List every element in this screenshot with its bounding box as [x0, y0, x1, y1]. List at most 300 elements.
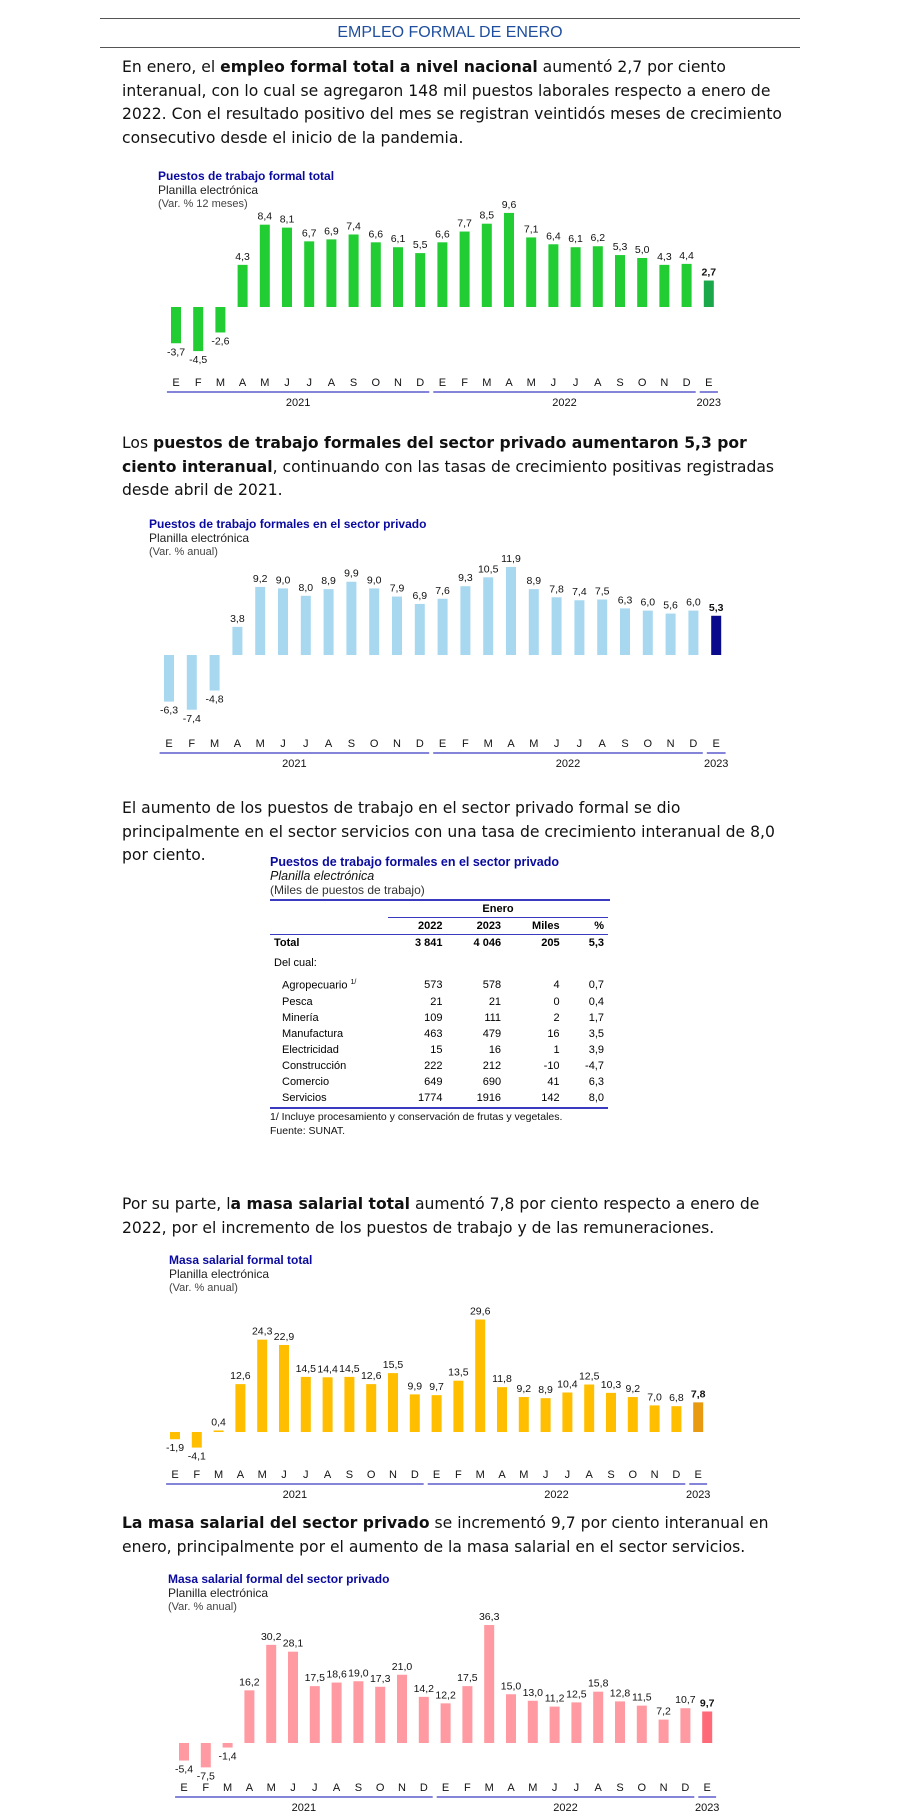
table-row [270, 994, 608, 1010]
bar [441, 1703, 451, 1743]
year-label: 2022 [544, 1489, 569, 1501]
bar [680, 1708, 690, 1743]
bar [574, 600, 584, 655]
x-tick-label: N [393, 738, 401, 750]
data-label: 15,5 [382, 1359, 404, 1372]
data-label: 12,6 [230, 1370, 251, 1383]
x-tick-label: M [255, 738, 265, 750]
bar [519, 1397, 529, 1432]
p1-text-a: En enero, el [122, 58, 221, 76]
year-label: 2023 [685, 1489, 711, 1501]
data-label: 3,8 [230, 612, 245, 625]
table-footnote: 1/ Incluye procesamiento y conservación de frutas y vegetales. [270, 1110, 563, 1123]
data-label: -5,4 [174, 1763, 194, 1776]
data-label: 9,2 [252, 572, 268, 585]
table-row-delcual [270, 951, 608, 977]
data-label: 4,4 [679, 249, 694, 262]
data-label: 5,6 [663, 599, 678, 612]
x-tick-label: A [236, 1469, 245, 1481]
bar [475, 1320, 485, 1432]
x-tick-label: E [703, 1782, 711, 1794]
x-tick-label: J [306, 377, 312, 389]
p4-text-a: Por su parte, l [122, 1195, 231, 1213]
bar [344, 1377, 354, 1432]
bar [615, 1701, 625, 1743]
table-row [270, 1026, 608, 1042]
bar [301, 596, 311, 655]
x-tick-label: J [550, 377, 557, 389]
col-2022: 2022 [388, 918, 447, 935]
x-tick-label: M [475, 1469, 485, 1481]
data-label: 0,4 [211, 1416, 226, 1429]
chart-unit: (Var. % anual) [149, 546, 218, 558]
table-title: Puestos de trabajo formales en el sector privado [270, 855, 559, 869]
x-tick-label: D [689, 738, 698, 750]
x-tick-label: A [505, 377, 513, 389]
data-label: 21,0 [391, 1660, 413, 1673]
x-tick-label: S [621, 738, 629, 750]
x-tick-label: D [681, 1782, 690, 1794]
data-label: -7,4 [182, 712, 201, 725]
data-label: 9,2 [516, 1383, 532, 1396]
table-bottom-rule [270, 1107, 608, 1109]
data-label: 9,7 [699, 1697, 715, 1710]
data-label: 7,4 [346, 220, 361, 233]
bar [353, 1681, 363, 1743]
table-group-header: Enero [388, 901, 608, 918]
table-cell: 21 [488, 995, 502, 1008]
bar [432, 1395, 442, 1432]
bar [244, 1690, 254, 1743]
x-tick-label: E [438, 738, 447, 750]
x-tick-label: F [193, 1469, 201, 1481]
data-label: 7,2 [656, 1705, 671, 1718]
data-label: 16,2 [239, 1676, 260, 1689]
x-tick-label: M [519, 1469, 529, 1481]
data-label: -7,5 [196, 1770, 215, 1783]
x-tick-label: J [573, 1782, 580, 1794]
x-tick-label: O [366, 1469, 376, 1481]
x-tick-label: A [238, 377, 247, 389]
bar [506, 1694, 516, 1743]
data-label: 7,8 [690, 1388, 706, 1401]
data-label: 6,9 [324, 225, 339, 238]
bar [483, 577, 493, 655]
x-tick-label: F [202, 1782, 210, 1794]
bar [637, 258, 647, 307]
table-cell: 15 [430, 1043, 443, 1056]
data-label: 4,3 [235, 250, 250, 263]
chart-masa-privado [160, 1569, 720, 1817]
bar [682, 264, 692, 307]
x-tick-label: M [526, 377, 536, 389]
bar [179, 1743, 189, 1761]
table-row [270, 1090, 608, 1106]
p2-text-bold: puestos de trabajo formales del sector privado aumentaron 5,3 por ciento interanual [122, 434, 747, 476]
footnote-mark: 1/ [350, 979, 357, 986]
x-tick-label: N [660, 377, 669, 389]
bar [279, 1345, 289, 1432]
bar [301, 1377, 311, 1432]
total-miles: 205 [541, 937, 560, 949]
data-label: 2,7 [701, 266, 717, 279]
sector-name: Construcción [282, 1059, 347, 1072]
bar [571, 1702, 581, 1743]
data-label: 9,0 [275, 574, 291, 587]
p5-text-c: se incrementó 9,7 por ciento interanual en enero, principalmente por el aumento de la masa salarial en el sector servicios. [122, 1514, 769, 1556]
bar [597, 600, 607, 656]
x-tick-label: F [464, 1782, 471, 1794]
x-tick-label: E [432, 1469, 441, 1481]
x-tick-label: A [245, 1782, 254, 1794]
data-label: 9,3 [458, 572, 473, 585]
chart-title: Puestos de trabajo formal total [158, 169, 335, 183]
x-tick-label: O [637, 377, 647, 389]
data-label: 24,3 [251, 1325, 273, 1338]
bar [215, 307, 225, 332]
bar [659, 1720, 669, 1743]
table-cell: 109 [424, 1011, 443, 1024]
table-cell: 16 [547, 1027, 560, 1040]
table-cell: 0,7 [588, 979, 604, 992]
year-label: 2023 [703, 758, 729, 770]
bar [541, 1398, 551, 1432]
x-tick-label: J [551, 1782, 558, 1794]
x-tick-label: F [462, 738, 469, 750]
p2-text-c: , continuando con las tasas de crecimiento positivas registradas desde abril de 2021. [122, 457, 775, 499]
sector-name: Agropecuario $^{1/}$ [282, 979, 357, 992]
table-cell: 573 [424, 979, 443, 992]
year-label: 2021 [282, 1489, 308, 1501]
table-row [270, 1042, 608, 1058]
x-tick-label: A [594, 1782, 602, 1794]
data-label: 8,9 [538, 1384, 553, 1397]
bar [460, 586, 470, 655]
bar [255, 587, 265, 655]
chart-masa-total [155, 1250, 715, 1500]
sector-table [270, 901, 608, 1106]
year-label: 2021 [285, 397, 311, 409]
data-label: 6,2 [590, 232, 606, 245]
p2-text-a: Los [122, 434, 154, 452]
data-label: 8,9 [321, 575, 336, 588]
sector-name: Pesca [282, 995, 313, 1008]
paragraph-masa-privado [122, 1512, 782, 1559]
bar [419, 1697, 429, 1743]
data-label: 10,4 [557, 1378, 578, 1391]
year-label: 2023 [694, 1802, 720, 1814]
data-label: 6,4 [546, 230, 561, 243]
year-label: 2022 [553, 1802, 578, 1814]
x-tick-label: D [415, 738, 424, 750]
year-label: 2022 [552, 397, 577, 409]
data-label: 15,0 [500, 1680, 522, 1693]
bar [497, 1387, 507, 1432]
x-tick-label: M [215, 377, 225, 389]
bar [659, 265, 669, 307]
table-cell: 4 [553, 979, 560, 992]
bar [529, 589, 539, 655]
bar [571, 247, 581, 307]
x-tick-label: F [455, 1469, 462, 1481]
x-tick-label: F [461, 377, 468, 389]
table-cell: 649 [424, 1075, 443, 1088]
table-cell: 1 [553, 1043, 560, 1056]
data-label: 5,3 [612, 241, 628, 254]
x-tick-label: E [180, 1782, 188, 1794]
x-tick-label: J [553, 738, 560, 750]
bar [650, 1405, 660, 1432]
x-tick-label: S [616, 1782, 624, 1794]
bar [506, 567, 516, 655]
table-cell: 212 [482, 1059, 502, 1072]
table-cell: 463 [424, 1027, 443, 1040]
table-cell: 3,9 [588, 1043, 604, 1056]
bar [371, 242, 381, 307]
bar [620, 608, 630, 655]
bar [310, 1686, 320, 1743]
data-label: 30,2 [260, 1630, 282, 1643]
x-tick-label: A [332, 1782, 341, 1794]
x-tick-label: J [303, 1469, 309, 1481]
x-tick-label: A [585, 1469, 593, 1481]
data-label: 6,7 [301, 227, 317, 240]
data-label: 29,6 [469, 1305, 491, 1318]
x-tick-label: S [354, 1782, 363, 1794]
data-label: -3,7 [166, 346, 186, 359]
table-cell: 111 [484, 1011, 502, 1024]
sector-name: Electricidad [282, 1043, 339, 1056]
x-tick-label: A [598, 738, 606, 750]
p4-text-c: aumentó 7,8 por ciento respecto a enero de 2022, por el incremento de los puestos de trabajo y de las remuneraciones. [122, 1195, 760, 1237]
x-tick-label: F [188, 738, 196, 750]
data-label: 22,9 [273, 1330, 295, 1343]
data-label: 6,3 [617, 594, 633, 607]
bar [415, 604, 425, 655]
data-label: 5,0 [634, 244, 650, 256]
data-label: 14,4 [317, 1363, 338, 1376]
bar [438, 599, 448, 655]
bar [688, 611, 698, 655]
bar [164, 655, 174, 702]
p3-text: El aumento de los puestos de trabajo en el sector privado formal se dio principalmente en el sector servicios con una tasa de crecimiento interanual de 8,0 por ciento. [122, 799, 775, 864]
total-2023: 4 046 [473, 937, 502, 949]
paragraph-empleo-total [122, 56, 782, 150]
x-tick-label: E [705, 377, 713, 389]
bar [349, 234, 359, 307]
data-label: 13,5 [448, 1366, 469, 1379]
data-label: 7,1 [523, 223, 539, 236]
year-label: 2022 [555, 758, 581, 770]
data-label: -4,1 [187, 1450, 206, 1463]
x-tick-label: E [694, 1469, 702, 1481]
bar [375, 1687, 385, 1743]
bar [393, 247, 403, 307]
paragraph-sector-privado [122, 432, 782, 503]
data-label: 11,8 [492, 1373, 512, 1386]
x-tick-label: M [528, 1782, 538, 1794]
bar [593, 1692, 603, 1743]
bar [278, 588, 288, 655]
x-tick-label: N [394, 377, 402, 389]
year-label: 2023 [696, 397, 722, 409]
bar [193, 307, 203, 351]
table-row [270, 977, 608, 994]
bar [584, 1385, 594, 1433]
x-tick-label: N [659, 1782, 668, 1794]
bar [415, 253, 425, 307]
table-row-total [270, 935, 608, 952]
data-label: 28,1 [282, 1637, 304, 1650]
col-pct: % [564, 918, 608, 935]
x-tick-label: A [327, 377, 336, 389]
table-cell: 690 [482, 1075, 502, 1088]
bar [460, 232, 470, 307]
x-tick-label: N [389, 1469, 397, 1481]
data-label: 6,1 [568, 233, 583, 246]
data-label: -4,8 [205, 693, 224, 706]
x-tick-label: O [371, 377, 381, 389]
table-sectores [270, 855, 610, 1137]
chart-subtitle: Planilla electrónica [169, 1267, 270, 1281]
data-label: 9,9 [407, 1380, 423, 1393]
bar [266, 1645, 276, 1743]
chart-unit: (Var. % anual) [169, 1282, 238, 1294]
bar [366, 1384, 376, 1432]
table-unit: (Miles de puestos de trabajo) [270, 883, 610, 901]
x-tick-label: O [628, 1469, 638, 1481]
data-label: 14,2 [413, 1682, 435, 1695]
data-label: 14,5 [295, 1362, 317, 1375]
data-label: 12,6 [360, 1370, 382, 1383]
bar [437, 242, 447, 307]
table-source: Fuente: SUNAT. [270, 1124, 346, 1137]
bar [223, 1743, 233, 1748]
x-tick-label: E [171, 1469, 179, 1481]
bar [702, 1711, 712, 1743]
data-label: 12,5 [578, 1370, 600, 1383]
table-cell: 578 [482, 979, 502, 992]
x-tick-label: S [347, 738, 356, 750]
data-label: 12,8 [609, 1687, 631, 1700]
x-tick-label: A [324, 738, 333, 750]
table-cell: 479 [482, 1027, 502, 1040]
data-label: 6,6 [435, 228, 450, 241]
bar [606, 1393, 616, 1432]
x-tick-label: N [666, 738, 675, 750]
total-label: Total [274, 937, 300, 949]
bar [711, 616, 721, 655]
x-tick-label: E [438, 377, 447, 389]
x-tick-label: D [416, 377, 425, 389]
data-label: -1,9 [165, 1442, 185, 1455]
data-label: 17,3 [369, 1672, 391, 1685]
x-tick-label: M [210, 738, 220, 750]
table-cell: -4,7 [585, 1059, 604, 1072]
data-label: 6,9 [412, 589, 428, 602]
x-tick-label: E [172, 377, 180, 389]
bar [323, 1377, 333, 1432]
table-row [270, 1058, 608, 1074]
data-label: -4,5 [189, 354, 208, 367]
p1-text-bold: empleo formal total a nivel nacional [220, 58, 538, 76]
data-label: 7,4 [572, 586, 587, 599]
data-label: 5,3 [708, 601, 724, 614]
bar [410, 1394, 420, 1432]
x-tick-label: J [303, 738, 309, 750]
bar [671, 1406, 681, 1432]
bar [528, 1701, 538, 1743]
bar [288, 1652, 298, 1743]
bar [637, 1706, 647, 1743]
data-label: 8,0 [298, 581, 314, 594]
data-label: 7,7 [457, 217, 472, 230]
table-cell: 142 [541, 1091, 560, 1104]
data-label: 19,0 [348, 1667, 369, 1680]
chart-unit: (Var. % anual) [168, 1601, 237, 1613]
bar [201, 1743, 211, 1767]
x-tick-label: E [712, 738, 720, 750]
chart-subtitle: Planilla electrónica [168, 1586, 269, 1600]
x-tick-label: M [257, 1469, 267, 1481]
chart-title: Masa salarial formal total [169, 1253, 313, 1267]
table-cell: 1,7 [588, 1011, 604, 1024]
x-tick-label: O [643, 738, 653, 750]
bar [484, 1625, 494, 1743]
chart-puestos-privado [145, 514, 729, 772]
bar [324, 589, 334, 655]
data-label: 7,0 [647, 1391, 662, 1404]
x-tick-label: M [529, 738, 539, 750]
data-label: 7,9 [389, 582, 405, 595]
bar [693, 1402, 703, 1432]
data-label: 7,6 [435, 584, 450, 597]
bar [704, 281, 714, 307]
data-label: -6,3 [159, 704, 179, 717]
x-tick-label: A [594, 377, 602, 389]
section-header: EMPLEO FORMAL DE ENERO [100, 18, 800, 48]
x-tick-label: O [375, 1782, 385, 1794]
data-label: 17,5 [304, 1672, 326, 1685]
bar [369, 588, 379, 655]
data-label: 11,9 [501, 552, 521, 565]
p4-text-bold: a masa salarial total [230, 1195, 410, 1213]
bar [214, 1430, 224, 1432]
bar [326, 239, 336, 307]
x-tick-label: M [260, 377, 270, 389]
x-tick-label: J [284, 377, 290, 389]
data-label: 4,3 [657, 250, 672, 263]
sector-name: Minería [282, 1011, 319, 1024]
x-tick-label: M [484, 1782, 494, 1794]
x-tick-label: S [616, 377, 624, 389]
table-cell: 16 [488, 1043, 502, 1056]
data-label: 9,2 [625, 1383, 641, 1396]
bar [550, 1707, 560, 1743]
data-label: 11,5 [631, 1691, 652, 1704]
data-label: 9,9 [344, 567, 359, 580]
bar [260, 225, 270, 307]
bar [232, 627, 242, 655]
bar [192, 1432, 202, 1448]
x-tick-label: M [266, 1782, 276, 1794]
table-cell: 3,5 [588, 1027, 604, 1040]
x-tick-label: A [507, 1782, 515, 1794]
data-label: 10,7 [675, 1694, 696, 1707]
bar [643, 611, 653, 655]
data-label: 7,8 [549, 583, 564, 596]
bar [552, 597, 562, 655]
